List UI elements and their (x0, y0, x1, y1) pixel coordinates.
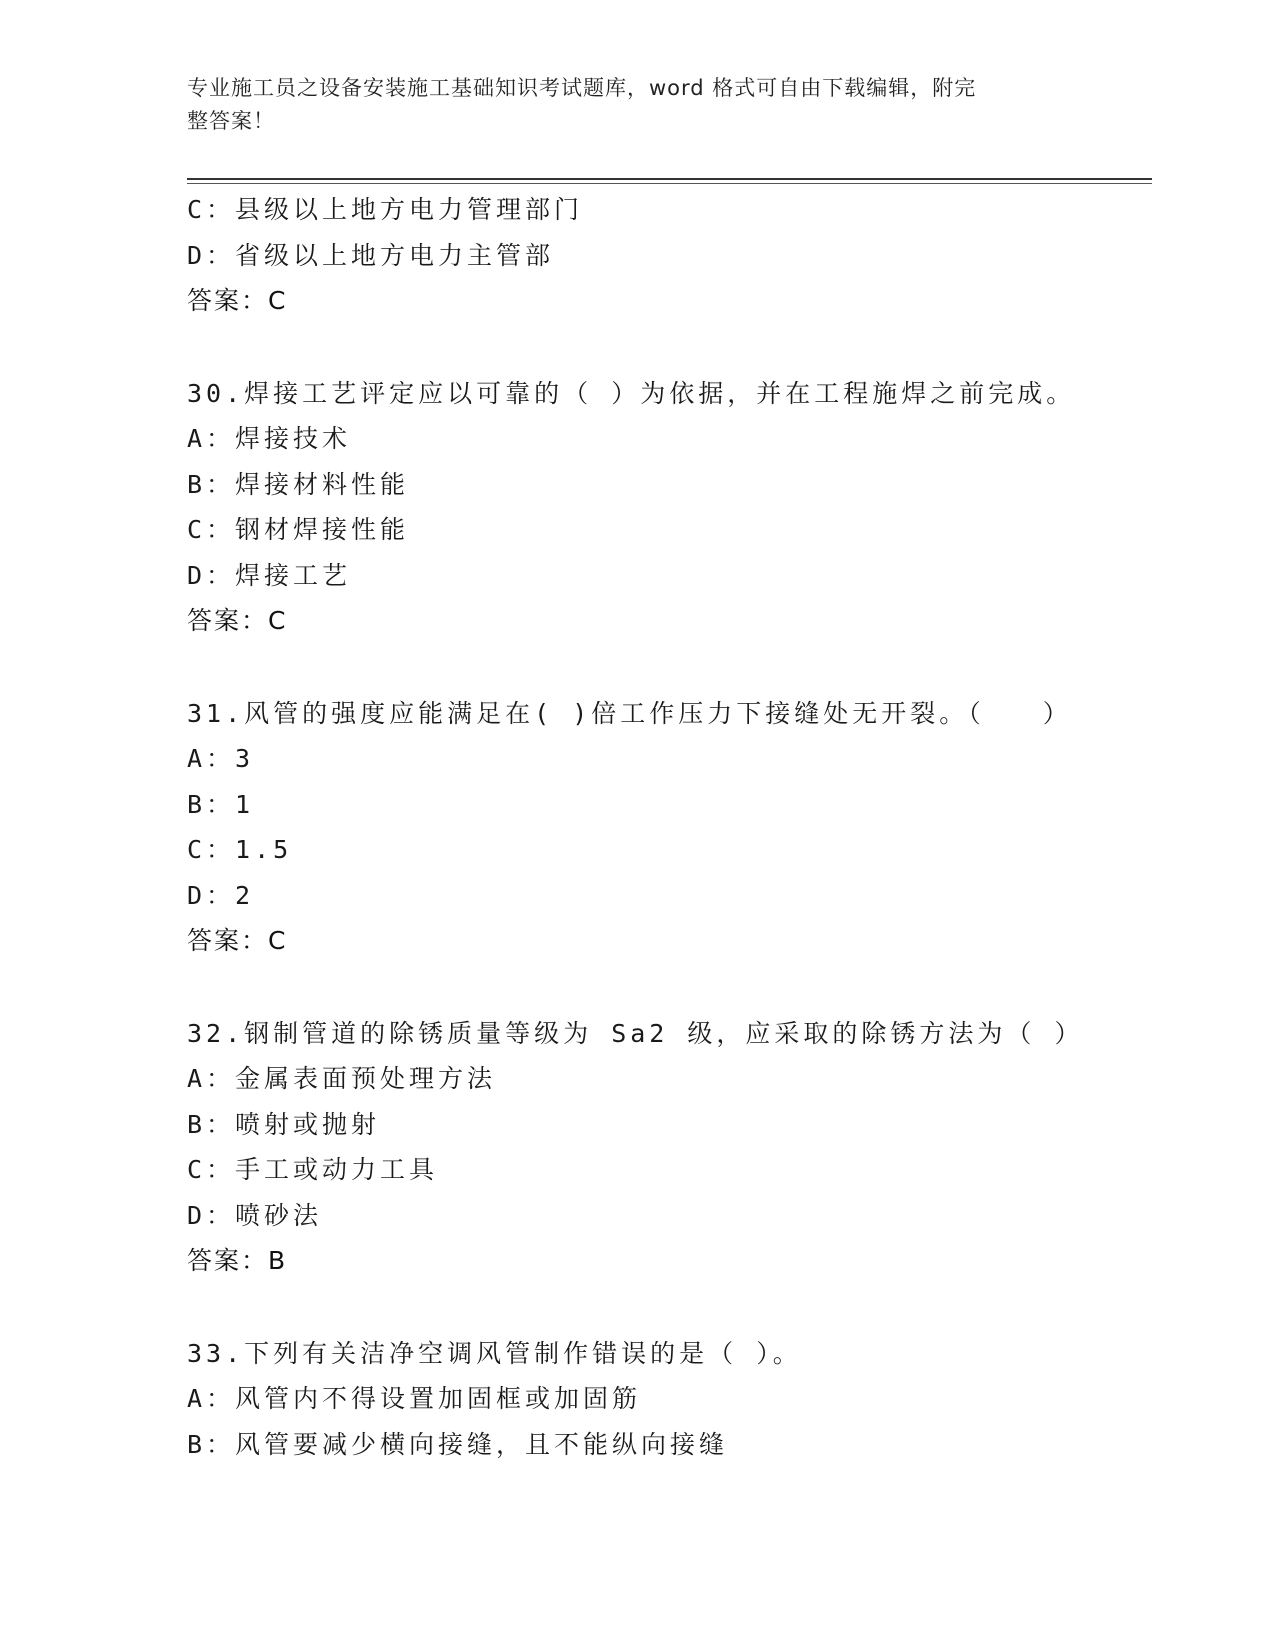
option-c: C：手工或动力工具 (187, 1155, 439, 1184)
option-d: D：省级以上地方电力主管部 (187, 240, 555, 270)
option-b: B：风管要减少横向接缝，且不能纵向接缝 (187, 1429, 729, 1459)
option-c: C：钢材焊接性能 (187, 515, 410, 544)
option-a: A：金属表面预处理方法 (187, 1064, 497, 1093)
option-c: C：县级以上地方电力管理部门 (187, 195, 584, 224)
option-b: B：1 (187, 789, 255, 819)
question-list (187, 187, 1152, 1467)
header-line-2: 整答案！ (187, 109, 275, 133)
document-header (187, 72, 1077, 138)
answer-line: 答案：C (187, 286, 288, 315)
answer-line: 答案：C (187, 606, 288, 635)
spacer (187, 324, 1152, 371)
question-text: 30.焊接工艺评定应以可靠的（ ）为依据，并在工程施焊之前完成。 (187, 378, 1076, 408)
question-block-29 (187, 187, 1152, 324)
option-c: C：1.5 (187, 835, 293, 864)
option-d: D：焊接工艺 (187, 560, 352, 590)
option-b: B：焊接材料性能 (187, 469, 410, 499)
question-text: 33.下列有关洁净空调风管制作错误的是（ ）。 (187, 1338, 802, 1368)
option-a: A：3 (187, 744, 255, 773)
option-a: A：焊接技术 (187, 424, 352, 453)
answer-line: 答案：B (187, 1246, 288, 1275)
question-block-33 (187, 1331, 1152, 1468)
question-block-31 (187, 691, 1152, 964)
header-divider-thin (187, 183, 1152, 184)
question-text: 31.风管的强度应能满足在( )倍工作压力下接缝处无开裂。（ ） (187, 698, 1072, 728)
option-d: D：喷砂法 (187, 1200, 323, 1230)
option-a: A：风管内不得设置加固框或加固筋 (187, 1384, 642, 1413)
question-text: 32.钢制管道的除锈质量等级为 Sa2 级，应采取的除锈方法为（ ） (187, 1018, 1084, 1048)
option-d: D：2 (187, 880, 255, 910)
option-b: B：喷射或抛射 (187, 1109, 381, 1139)
spacer (187, 1284, 1152, 1331)
header-divider-thick (187, 178, 1152, 180)
question-block-30 (187, 371, 1152, 644)
spacer (187, 644, 1152, 691)
header-line-1: 专业施工员之设备安装施工基础知识考试题库，word 格式可自由下载编辑，附完 (187, 76, 977, 100)
question-block-32 (187, 1011, 1152, 1284)
spacer (187, 964, 1152, 1011)
answer-line: 答案：C (187, 926, 288, 955)
